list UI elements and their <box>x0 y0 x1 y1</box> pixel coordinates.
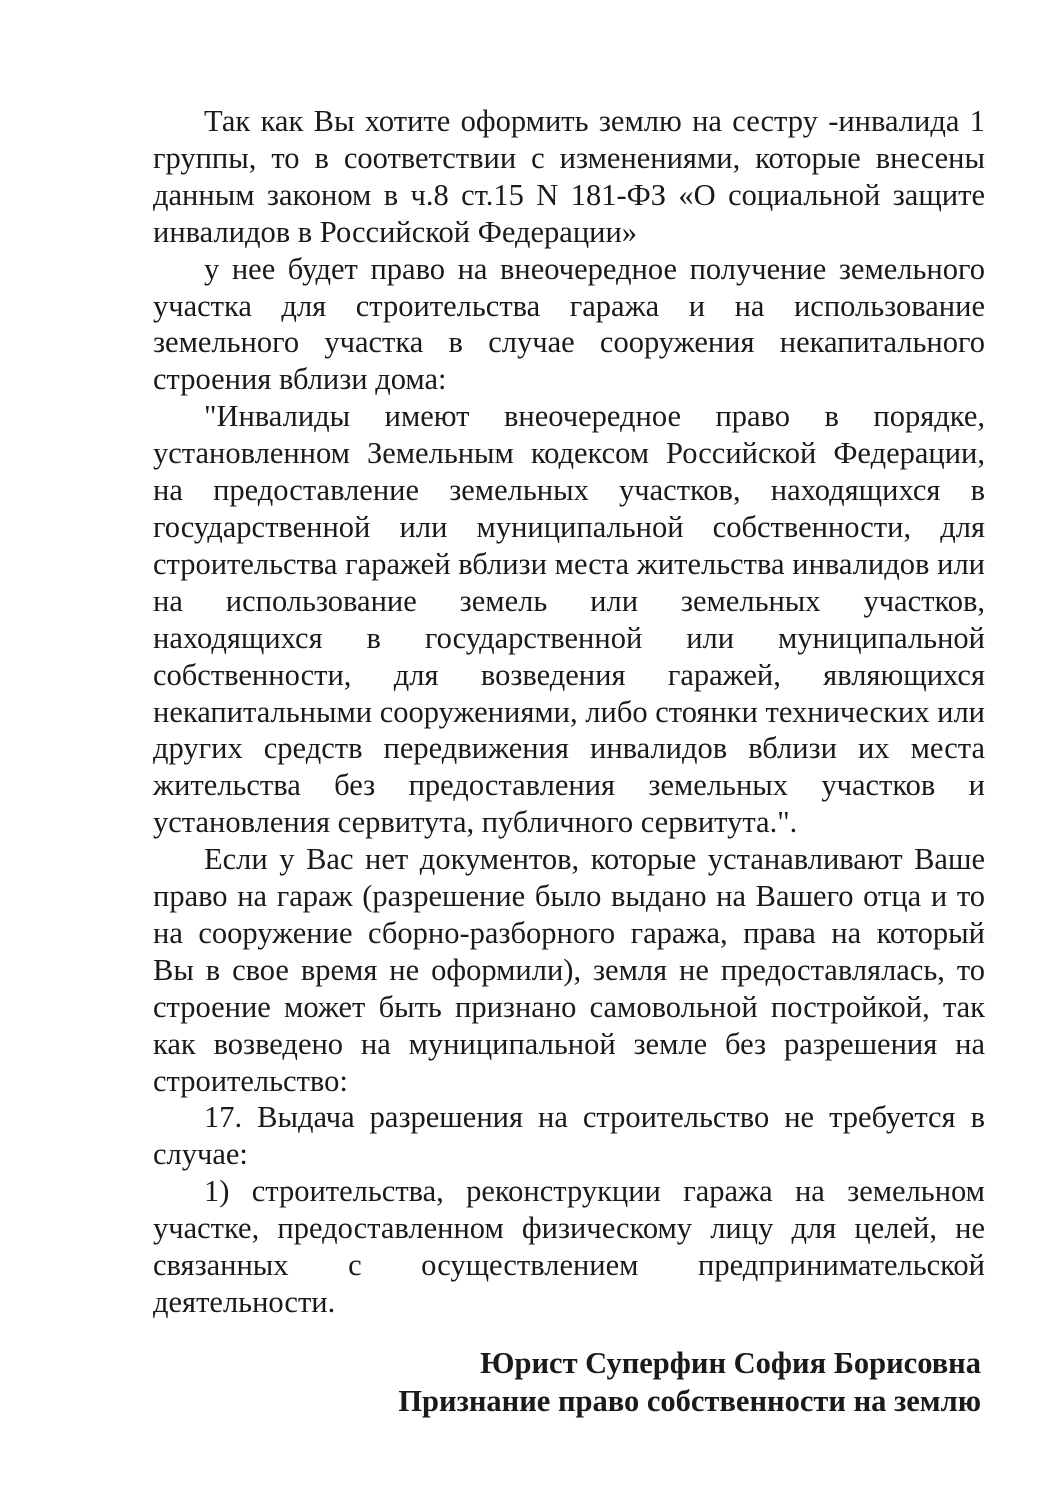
paragraph-law-quote: "Инвалиды имеют внеочередное право в порядке, установленном Земельным кодексом Российской Федерации, на предоставление земельных участков, находящихся в государственной или муниципальной собственности, для строительства гаражей вблизи места жительства инвалидов или на использование земель или земельных участков, находящихся в государственной или муниципальной собственности, для возведения гаражей, являющихся некапитальными сооружениями, либо стоянки технических или других средств передвижения инвалидов вблизи их места жительства без предоставления земельных участков и установления сервитута, публичного сервитута.". <box>153 399 985 840</box>
paragraph-right-to-land: у нее будет право на внеочередное получение земельного участка для строительства гаража и на использование земельного участка в случае сооружения некапитального строения вблизи дома: <box>153 251 985 397</box>
document-page <box>153 103 985 1420</box>
paragraph-garage-documents: Если у Вас нет документов, которые устанавливают Ваше право на гараж (разрешение было выдано на Вашего отца и то на сооружение сборно-разборного гаража, права на который Вы в свое время не оформили), земля не предоставлялась, то строение может быть признано самовольной постройкой, так как возведено на муниципальной земле без разрешения на строительство: <box>153 842 985 1098</box>
signature-subject: Признание право собственности на землю <box>398 1383 981 1418</box>
paragraph-clause-17: 17. Выдача разрешения на строительство не требуется в случае: <box>153 1100 985 1172</box>
paragraph-disability-land: Так как Вы хотите оформить землю на сестру -инвалида 1 группы, то в соответствии с изменениями, которые внесены данным законом в ч.8 ст.15 N 181-ФЗ «О социальной защите инвалидов в Российской Федерации» <box>153 104 985 249</box>
paragraph-clause-17-item-1: 1) строительства, реконструкции гаража на земельном участке, предоставленном физическому лицу для целей, не связанных с осуществлением предпринимательской деятельности. <box>153 1174 985 1319</box>
signature-author: Юрист Суперфин София Борисовна <box>480 1345 981 1380</box>
signature-block <box>153 1344 985 1420</box>
